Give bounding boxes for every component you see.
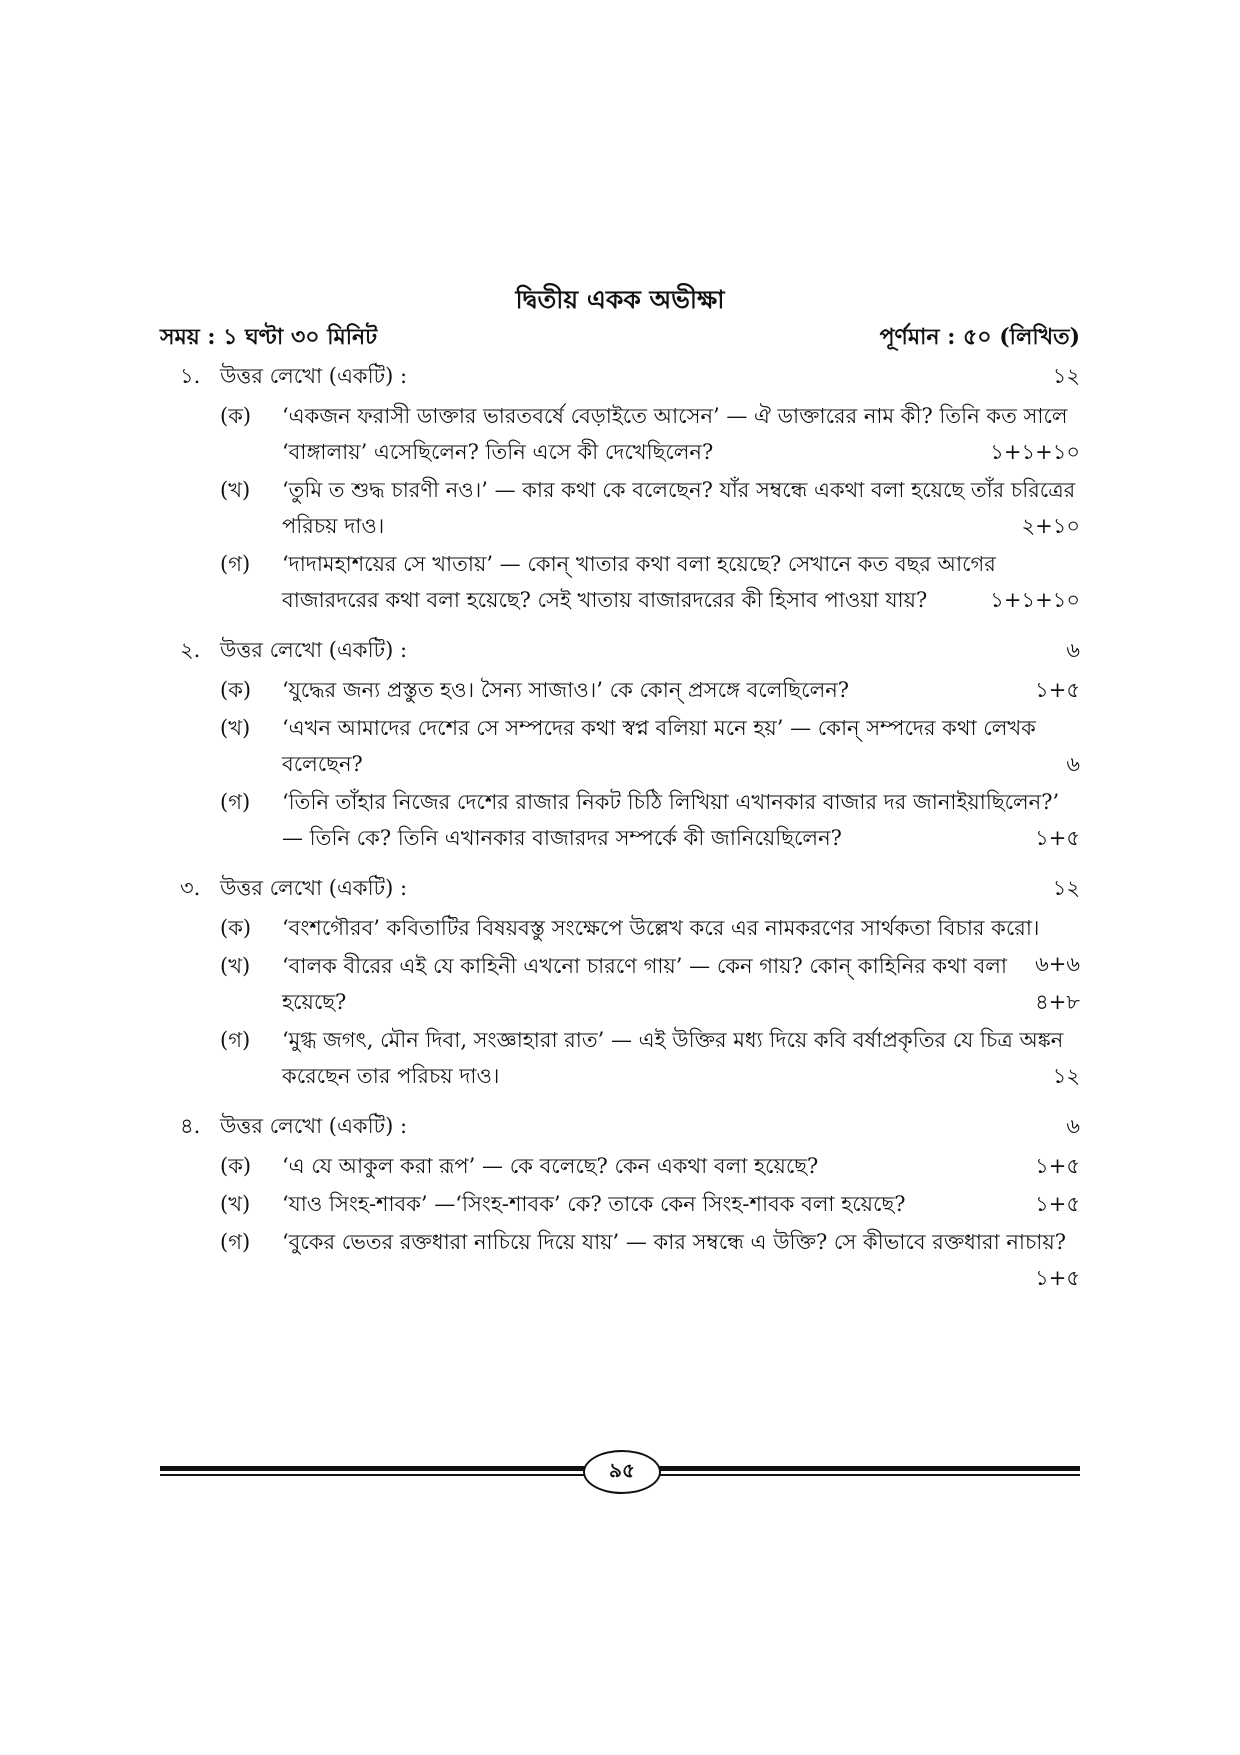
question-marks: ১২ (1052, 876, 1080, 900)
sub-question-label: (খ) (220, 1192, 251, 1216)
question-list (0, 360, 1240, 1296)
sub-question (220, 784, 1080, 856)
time-info: সময় : ১ ঘণ্টা ৩০ মিনিট (160, 324, 378, 350)
question-block (0, 634, 1240, 856)
sub-question (220, 710, 1080, 782)
sub-question-marks: ১+৫ (1035, 1266, 1080, 1290)
sub-question-marks: ২+১০ (1021, 514, 1080, 538)
sub-question-text: ‘মুগ্ধ জগৎ, মৌন দিবা, সংজ্ঞাহারা রাত’ — এই উক্তির মধ্য দিয়ে কবি বর্ষাপ্রকৃতির যে চিত্র অঙ্কন করেছেন তার পরিচয় দাও। (282, 1028, 1064, 1088)
full-marks-info: পূর্ণমান : ৫০ (লিখিত) (879, 324, 1080, 350)
sub-question-text: ‘তুমি ত শুদ্ধ চারণী নও।’ — কার কথা কে বলেছেন? যাঁর সম্বন্ধে একথা বলা হয়েছে তাঁর চরিত্রের পরিচয় দাও। (282, 478, 1076, 538)
question-block (0, 1110, 1240, 1290)
sub-question-marks: ১+৫ (1035, 826, 1080, 850)
sub-question-text: ‘এখন আমাদের দেশের সে সম্পদের কথা স্বপ্ন বলিয়া মনে হয়’ — কোন্ সম্পদের কথা লেখক বলেছেন? (282, 716, 1036, 776)
sub-question-marks: ১+১+১০ (990, 588, 1080, 612)
sub-question-marks: ১+১+১০ (990, 440, 1080, 464)
sub-question (220, 398, 1080, 470)
sub-question-text: ‘বালক বীরের এই যে কাহিনী এখনো চারণে গায়’ — কেন গায়? কোন্ কাহিনির কথা বলা হয়েছে? (282, 954, 1007, 1014)
sub-question-text: ‘বংশগৌরব’ কবিতাটির বিষয়বস্তু সংক্ষেপে উল্লেখ করে এর নামকরণের সার্থকতা বিচার করো। (282, 916, 1040, 940)
sub-question (220, 1148, 1080, 1184)
sub-question-label: (খ) (220, 954, 251, 978)
sub-question-marks: ১+৫ (1035, 1192, 1080, 1216)
sub-question-text: ‘যুদ্ধের জন্য প্রস্তুত হও। সৈন্য সাজাও।’ কে কোন্ প্রসঙ্গে বলেছিলেন? (282, 678, 850, 702)
question-marks: ৬ (1066, 1114, 1080, 1138)
question-header (0, 1110, 1240, 1146)
sub-question-marks: ৬ (1066, 752, 1080, 776)
question-number: ৪. (180, 1114, 201, 1138)
sub-question-marks: ৬+৬ (1035, 952, 1080, 976)
question-header (0, 360, 1240, 396)
page-number-badge (583, 1450, 661, 1494)
sub-question (220, 472, 1080, 544)
sub-question-label: (গ) (220, 1028, 251, 1052)
sub-question (220, 546, 1080, 618)
sub-question-label: (খ) (220, 478, 251, 502)
page-number: ৯৫ (609, 1457, 635, 1482)
sub-question-text: ‘এ যে আকুল করা রূপ’ — কে বলেছে? কেন একথা বলা হয়েছে? (282, 1154, 819, 1178)
question-instruction: উত্তর লেখো (একটি) : (220, 364, 408, 388)
question-number: ১. (180, 364, 201, 388)
question-instruction: উত্তর লেখো (একটি) : (220, 638, 408, 662)
question-marks: ১২ (1052, 364, 1080, 388)
sub-question (220, 1224, 1080, 1290)
sub-question-text: ‘তিনি তাঁহার নিজের দেশের রাজার নিকট চিঠি লিখিয়া এখানকার বাজার দর জানাইয়াছিলেন?’ — তিনি কে? তিনি এখানকার বাজারদর সম্পর্কে কী জানিয়েছিলেন? (282, 790, 1060, 850)
sub-question-label: (গ) (220, 1230, 251, 1254)
question-number: ৩. (180, 876, 201, 900)
sub-question-label: (ক) (220, 1154, 252, 1178)
question-header (0, 872, 1240, 908)
question-instruction: উত্তর লেখো (একটি) : (220, 1114, 408, 1138)
question-header (0, 634, 1240, 670)
question-block (0, 360, 1240, 618)
sub-question-text: ‘যাও সিংহ-শাবক’ —‘সিংহ-শাবক’ কে? তাকে কেন সিংহ-শাবক বলা হয়েছে? (282, 1192, 906, 1216)
sub-question-label: (গ) (220, 552, 251, 576)
question-number: ২. (180, 638, 201, 662)
sub-question-label: (ক) (220, 678, 252, 702)
sub-question-marks: ১+৫ (1035, 678, 1080, 702)
sub-question-marks: ৪+৮ (1035, 990, 1080, 1014)
sub-question-label: (গ) (220, 790, 251, 814)
sub-question-marks: ১২ (1052, 1064, 1080, 1088)
sub-question (220, 948, 1080, 1020)
question-block (0, 872, 1240, 1094)
sub-question-label: (ক) (220, 916, 252, 940)
sub-question-text: ‘দাদামহাশয়ের সে খাতায়’ — কোন্ খাতার কথা বলা হয়েছে? সেখানে কত বছর আগের বাজারদরের কথা বলা হয়েছে? সেই খাতায় বাজারদরের কী হিসাব পাওয়া যায়? (282, 552, 996, 612)
page-title: দ্বিতীয় একক অভীক্ষা (515, 285, 725, 314)
sub-question (220, 672, 1080, 708)
sub-question-marks: ১+৫ (1035, 1154, 1080, 1178)
sub-question (220, 910, 1080, 976)
question-marks: ৬ (1066, 638, 1080, 662)
sub-question-label: (খ) (220, 716, 251, 740)
sub-question (220, 1186, 1080, 1222)
sub-question-text: ‘একজন ফরাসী ডাক্তার ভারতবর্ষে বেড়াইতে আসেন’ — ঐ ডাক্তারের নাম কী? তিনি কত সালে ‘বাঙ্গালায়’ এসেছিলেন? তিনি এসে কী দেখেছিলেন? (282, 404, 1068, 464)
question-instruction: উত্তর লেখো (একটি) : (220, 876, 408, 900)
sub-question-label: (ক) (220, 404, 252, 428)
sub-question (220, 1022, 1080, 1094)
sub-question-text: ‘বুকের ভেতর রক্তধারা নাচিয়ে দিয়ে যায়’ — কার সম্বন্ধে এ উক্তি? সে কীভাবে রক্তধারা নাচায়? (282, 1230, 1067, 1254)
